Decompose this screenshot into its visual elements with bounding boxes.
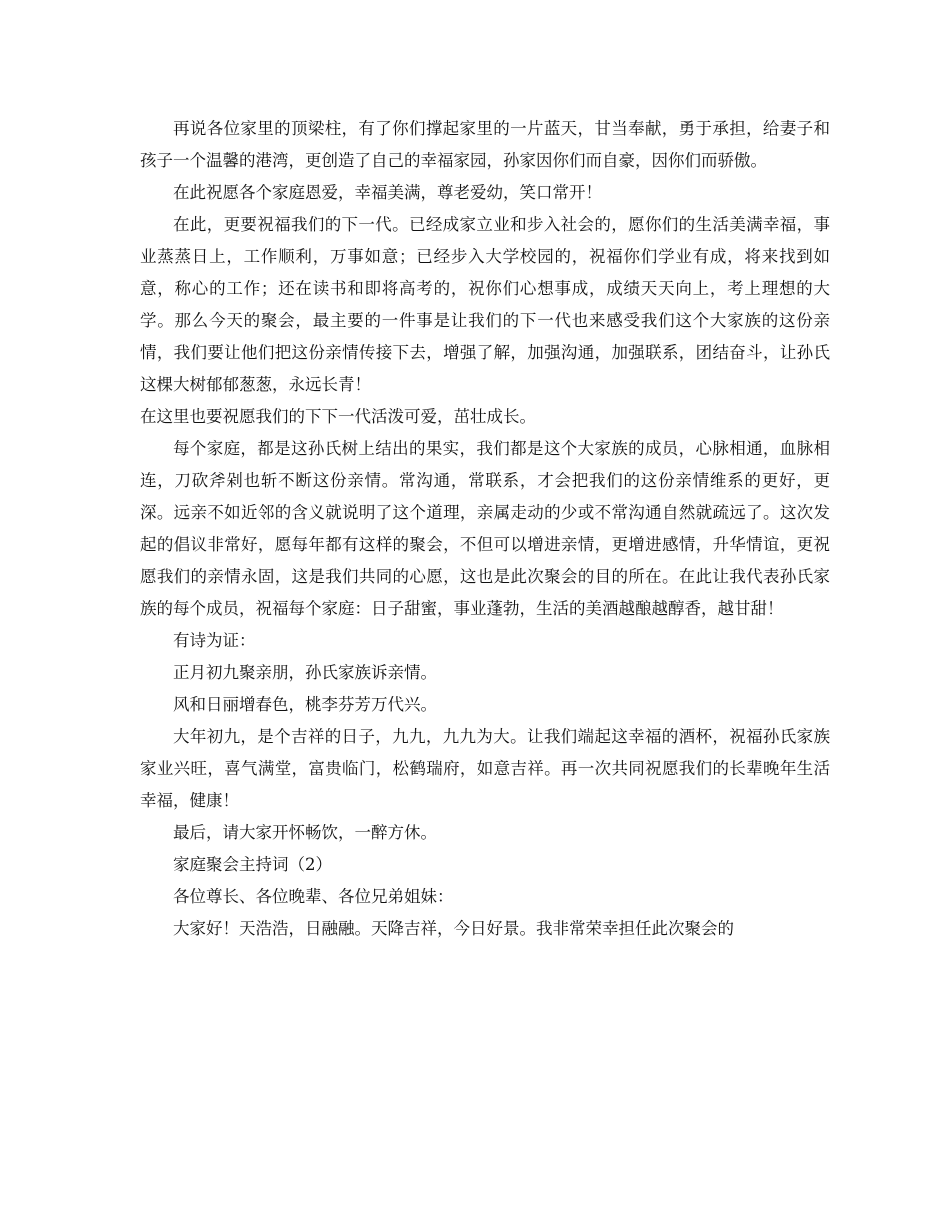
paragraph-greeting: 各位尊长、各位晚辈、各位兄弟姐妹： (173, 887, 454, 906)
paragraph-family-wishes: 在此祝愿各个家庭恩爱，幸福美满，尊老爱幼，笑口常开！ (173, 183, 602, 202)
paragraph-poem-intro: 有诗为证： (173, 631, 256, 650)
section-heading: 家庭聚会主持词（2） (173, 855, 332, 874)
paragraph-closing: 最后，请大家开怀畅饮，一醉方休。 (173, 823, 437, 842)
paragraph-pillars: 再说各位家里的顶梁柱，有了你们撑起家里的一片蓝天，甘当奉献，勇于承担，给妻子和孩子一个温馨的港湾，更创造了自己的幸福家园，孙家因你们而自豪，因你们而骄傲。 (140, 119, 830, 170)
paragraph-opening: 大家好！天浩浩，日融融。天降吉祥，今日好景。我非常荣幸担任此次聚会的 (173, 919, 734, 938)
poem-line-1: 正月初九聚亲朋，孙氏家族诉亲情。 (173, 663, 437, 682)
paragraph-toast: 大年初九，是个吉祥的日子，九九，九九为大。让我们端起这幸福的酒杯，祝福孙氏家族家业兴旺，喜气满堂，富贵临门，松鹤瑞府，如意吉祥。再一次共同祝愿我们的长辈晚年生活幸福，健康！ (140, 727, 830, 810)
document-page (140, 113, 830, 945)
paragraph-next-generation: 在此，更要祝福我们的下一代。已经成家立业和步入社会的，愿你们的生活美满幸福，事业蒸蒸日上，工作顺利，万事如意；已经步入大学校园的，祝福你们学业有成，将来找到如意，称心的工作；还在读书和即将高考的，祝你们心想事成，成绩天天向上，考上理想的大学。那么今天的聚会，最主要的一件事是让我们的下一代也来感受我们这个大家族的这份亲情，我们要让他们把这份亲情传接下去，增强了解，加强沟通，加强联系，团结奋斗，让孙氏这棵大树郁郁葱葱，永远长青！ (140, 215, 830, 394)
poem-line-2: 风和日丽增春色，桃李芬芳万代兴。 (173, 695, 437, 714)
paragraph-family-tree: 每个家庭，都是这孙氏树上结出的果实，我们都是这个大家族的成员，心脉相通，血脉相连，刀砍斧剁也斩不断这份亲情。常沟通，常联系，才会把我们的这份亲情维系的更好，更深。远亲不如近邻的含义就说明了这个道理，亲属走动的少或不常沟通自然就疏远了。这次发起的倡议非常好，愿每年都有这样的聚会，不但可以增进亲情，更增进感情，升华情谊，更祝愿我们的亲情永固，这是我们共同的心愿，这也是此次聚会的目的所在。在此让我代表孙氏家族的每个成员，祝福每个家庭：日子甜蜜，事业蓬勃，生活的美酒越酿越醇香，越甘甜！ (140, 439, 830, 618)
paragraph-grandchildren: 在这里也要祝愿我们的下下一代活泼可爱，茁壮成长。 (140, 407, 536, 426)
